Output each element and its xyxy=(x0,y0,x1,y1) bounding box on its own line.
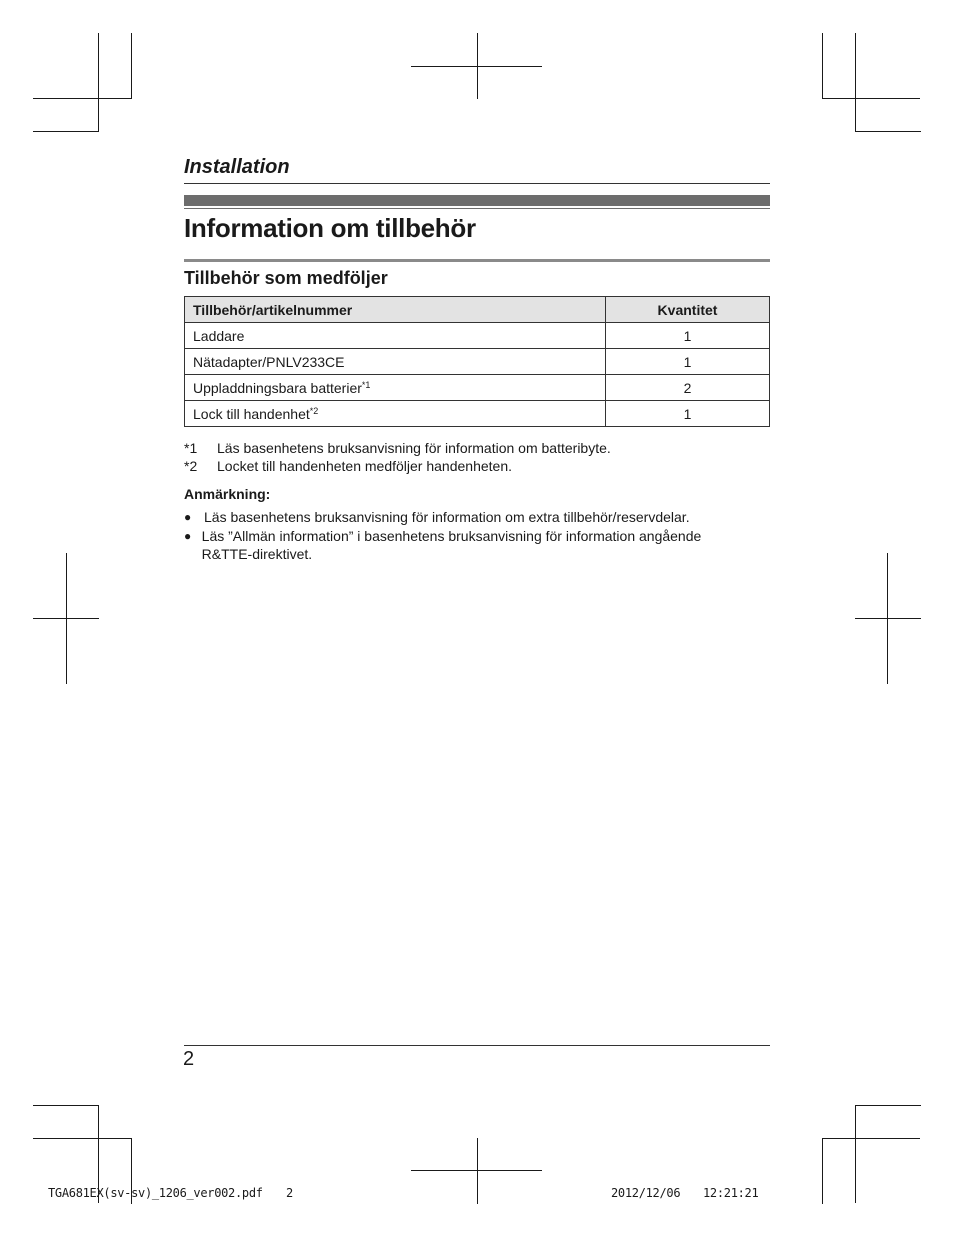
print-sheet: 2 xyxy=(286,1186,293,1200)
subheading: Tillbehör som medföljer xyxy=(184,268,388,288)
footer-rule xyxy=(184,1045,770,1046)
accessories-table xyxy=(184,296,770,427)
crop-mark xyxy=(822,1138,920,1139)
crop-mark xyxy=(66,553,67,684)
bullet-icon: ● xyxy=(184,529,192,543)
note-list xyxy=(184,508,744,564)
print-filename: TGA681EX(sv-sv)_1206_ver002.pdf xyxy=(48,1186,263,1200)
quantity-cell: 2 xyxy=(606,375,770,401)
footnote-mark: *2 xyxy=(184,458,198,474)
item-name: Lock till handenhet xyxy=(193,405,310,422)
list-item xyxy=(184,527,744,563)
list-item xyxy=(184,508,744,526)
item-cell xyxy=(185,349,606,375)
crop-mark xyxy=(822,98,920,99)
item-name: Laddare xyxy=(193,327,245,344)
quantity-cell: 1 xyxy=(606,323,770,349)
footnote xyxy=(184,439,611,457)
footnote-ref: *1 xyxy=(361,379,371,390)
table-header-row xyxy=(185,297,770,323)
title-underline xyxy=(184,259,770,262)
page-number: 2 xyxy=(183,1048,195,1070)
footnote-text: Läs basenhetens bruksanvisning för information om batteribyte. xyxy=(217,440,611,456)
title-band xyxy=(184,195,770,206)
footnote xyxy=(184,457,611,475)
crop-mark xyxy=(855,33,856,131)
crop-mark xyxy=(855,618,921,619)
column-header-quantity: Kvantitet xyxy=(606,297,770,323)
footnote-text: Locket till handenheten medföljer handenheten. xyxy=(217,458,512,474)
item-name: Uppladdningsbara batterier xyxy=(193,379,362,396)
crop-mark xyxy=(131,33,132,99)
crop-mark xyxy=(822,1138,823,1204)
crop-mark xyxy=(33,98,131,99)
quantity-cell: 1 xyxy=(606,401,770,427)
crop-mark xyxy=(822,33,823,99)
quantity-cell: 1 xyxy=(606,349,770,375)
footnote-ref: *2 xyxy=(309,405,319,416)
note-text: Läs ”Allmän information” i basenhetens bruksanvisning för information angående R&TTE-direktivet. xyxy=(201,528,702,562)
page-title: Information om tillbehör xyxy=(184,213,476,243)
crop-mark xyxy=(33,1138,131,1139)
item-cell xyxy=(185,375,606,401)
title-band-line xyxy=(184,208,770,209)
note-text: Läs basenhetens bruksanvisning för information om extra tillbehör/reservdelar. xyxy=(204,509,690,525)
column-header-item: Tillbehör/artikelnummer xyxy=(185,297,606,323)
table-row xyxy=(185,323,770,349)
table-row xyxy=(185,349,770,375)
crop-mark xyxy=(855,1105,921,1106)
print-date: 2012/12/06 xyxy=(611,1186,681,1200)
crop-mark xyxy=(477,1138,478,1204)
table-row xyxy=(185,375,770,401)
crop-mark xyxy=(33,1105,99,1106)
crop-mark xyxy=(855,1105,856,1203)
crop-mark xyxy=(477,33,478,99)
crop-mark xyxy=(33,131,99,132)
crop-mark xyxy=(855,131,921,132)
crop-mark xyxy=(98,33,99,131)
bullet-icon: ● xyxy=(184,510,192,524)
crop-mark xyxy=(887,553,888,684)
item-cell xyxy=(185,401,606,427)
footnote-mark: *1 xyxy=(184,440,198,456)
note-heading: Anmärkning: xyxy=(184,486,271,502)
footnotes xyxy=(184,439,611,475)
table-row xyxy=(185,401,770,427)
header-rule xyxy=(184,183,770,184)
section-label: Installation xyxy=(184,156,290,178)
print-time: 12:21:21 xyxy=(703,1186,759,1200)
item-cell xyxy=(185,323,606,349)
item-name: Nätadapter/PNLV233CE xyxy=(193,353,345,370)
